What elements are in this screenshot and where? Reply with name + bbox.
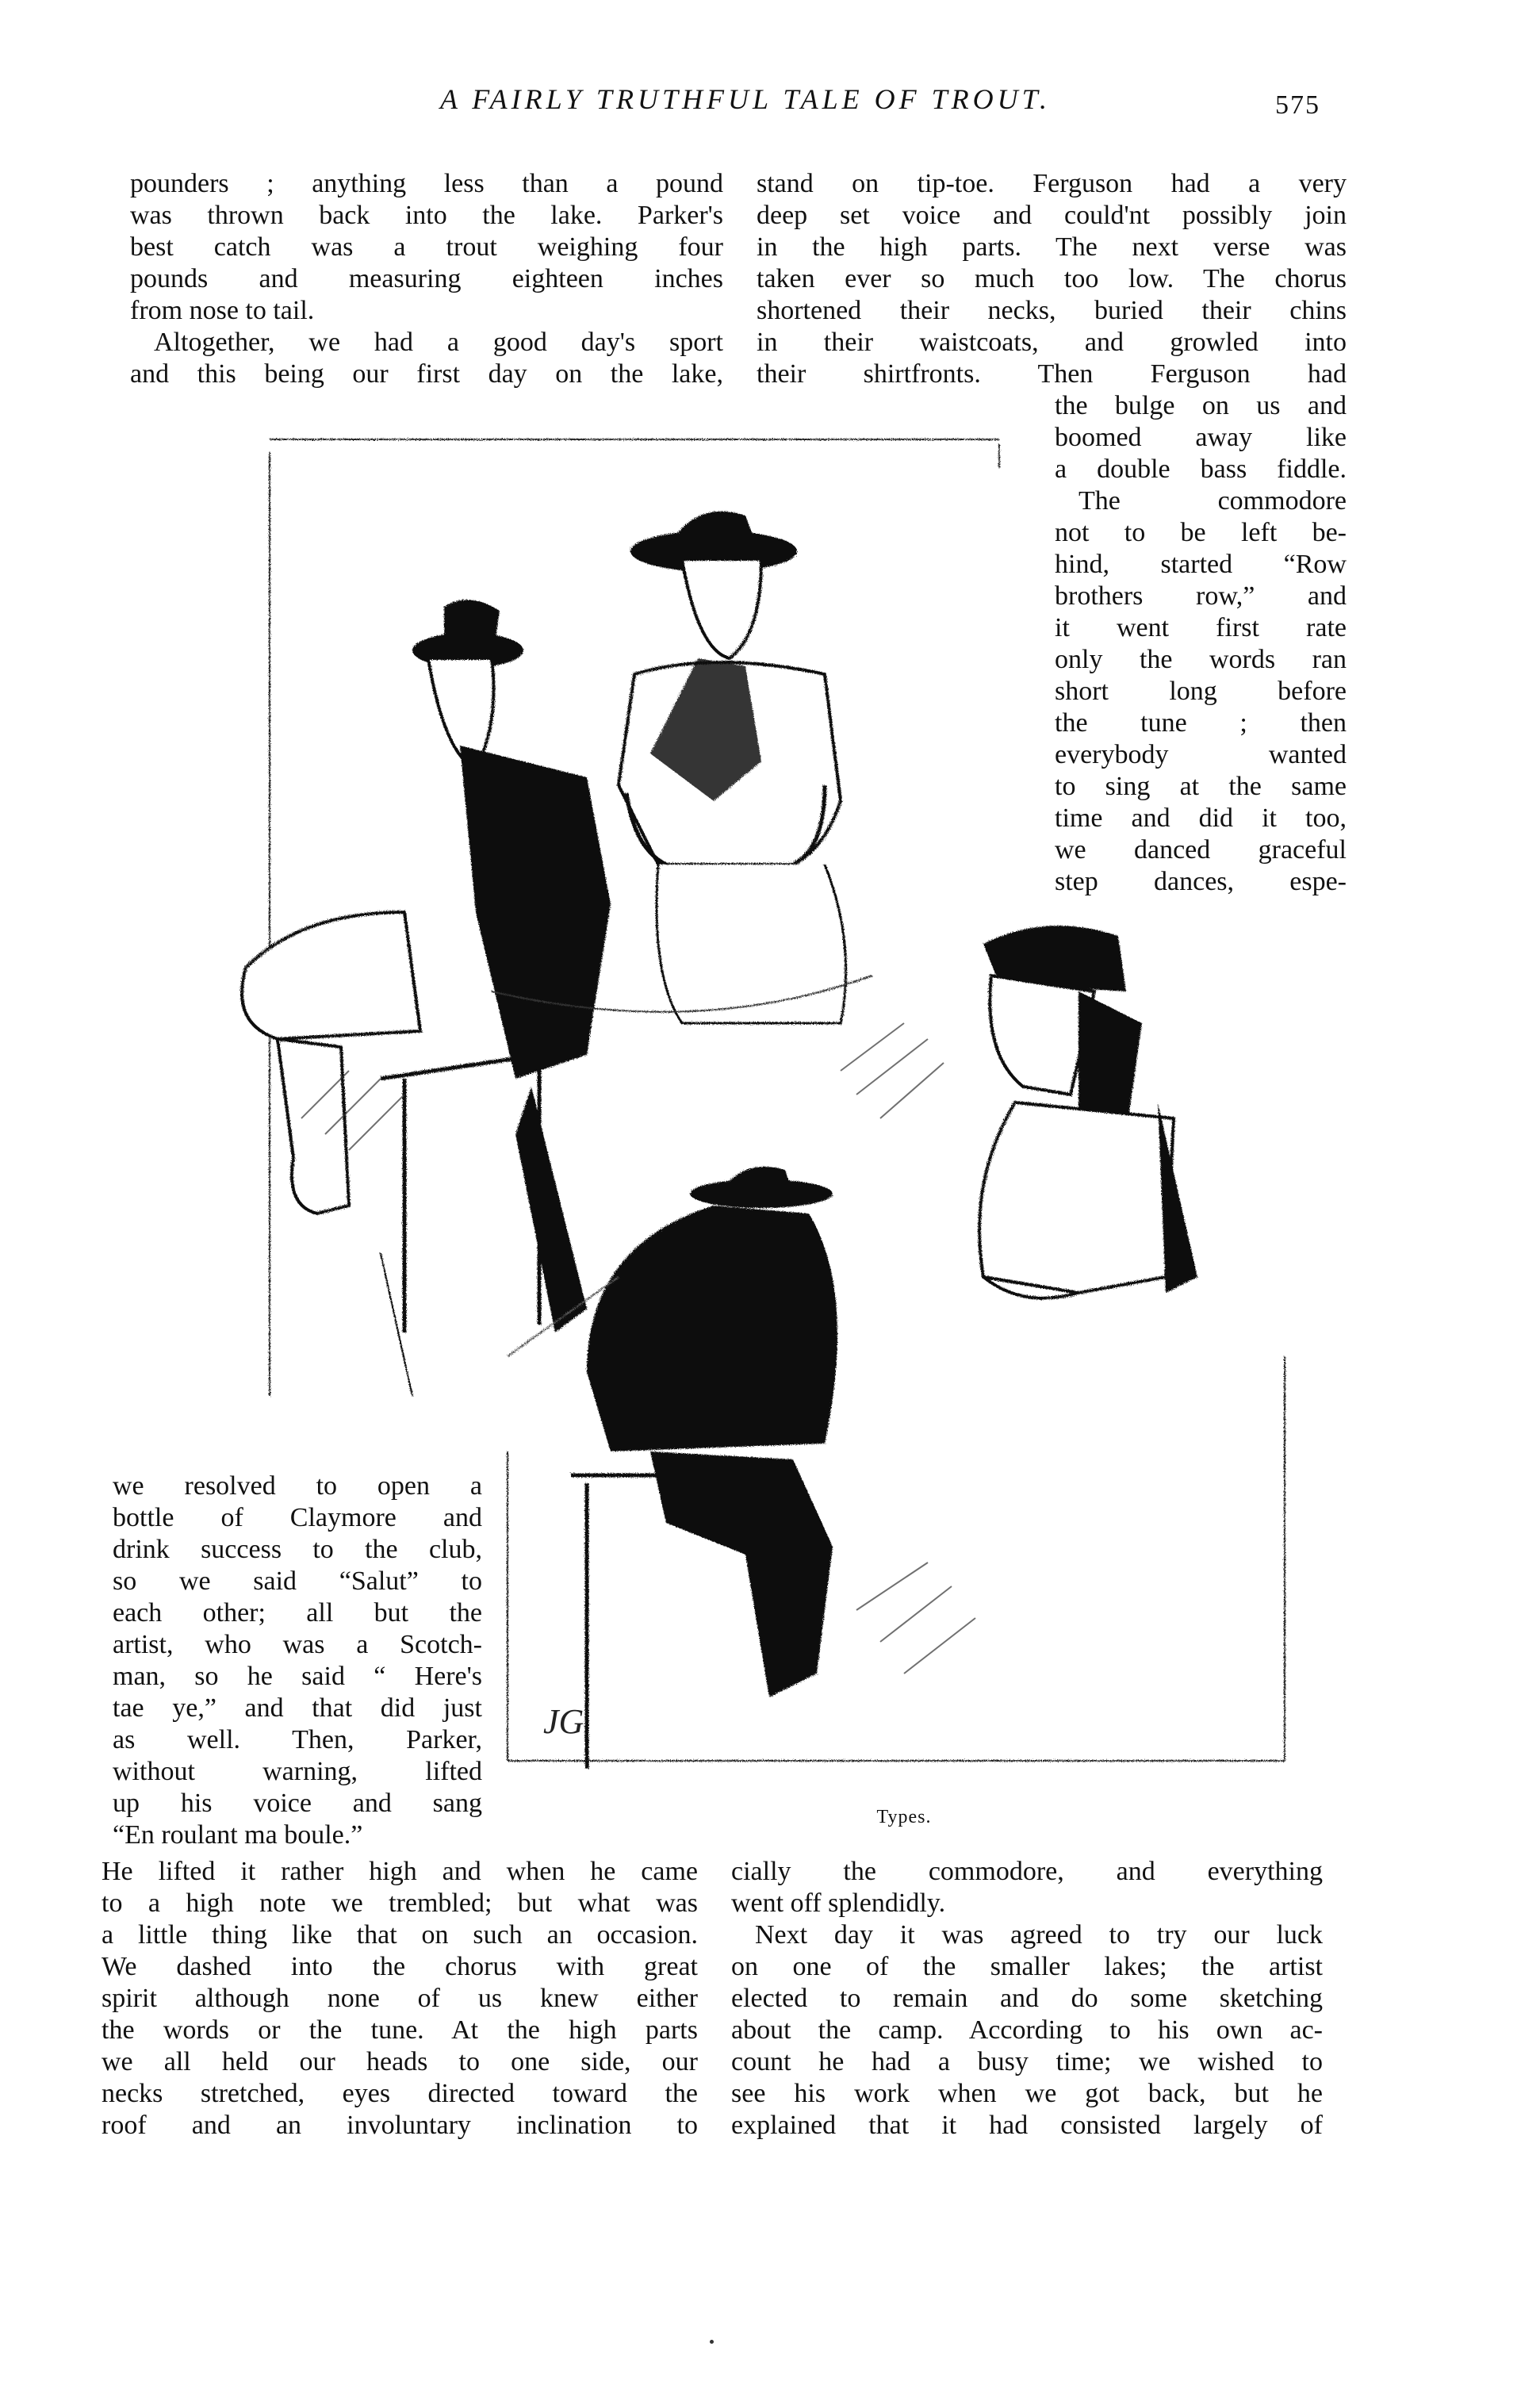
text-line: their shirtfronts. Then Ferguson had <box>757 359 1347 389</box>
text-line: bottle of Claymore and <box>113 1503 482 1532</box>
text-line: a double bass fiddle. <box>1055 454 1347 484</box>
text-line: spirit although none of us knew either <box>102 1984 698 2013</box>
text-line: each other; all but the <box>113 1598 482 1628</box>
paragraph <box>102 1856 698 2142</box>
text-line: on one of the smaller lakes; the artist <box>731 1952 1323 1981</box>
text-line: not to be left be- <box>1055 518 1347 547</box>
text-line: a little thing like that on such an occasion. <box>102 1920 698 1950</box>
text-line: cially the commodore, and everything <box>731 1857 1323 1886</box>
text-line: we danced graceful <box>1055 835 1347 865</box>
illustration-caption: Types. <box>876 1807 932 1827</box>
text-line: the tune ; then <box>1055 708 1347 738</box>
artist-signature: JG <box>543 1702 584 1741</box>
running-head <box>0 73 1521 128</box>
text-line: was thrown back into the lake. Parker's <box>130 201 723 230</box>
text-line: necks stretched, eyes directed toward the <box>102 2079 698 2108</box>
text-line: pounds and measuring eighteen inches <box>130 264 723 293</box>
text-line: brothers row,” and <box>1055 581 1347 611</box>
text-line: we resolved to open a <box>113 1471 482 1501</box>
text-line: and this being our first day on the lake, <box>130 359 723 389</box>
paragraph <box>731 1919 1323 2142</box>
text-line: artist, who was a Scotch- <box>113 1630 482 1659</box>
text-line: the words or the tune. At the high parts <box>102 2015 698 2045</box>
text-line: elected to remain and do some sketching <box>731 1984 1323 2013</box>
right-column-top <box>757 168 1347 390</box>
left-column-bottom <box>102 1856 698 2142</box>
text-line: pounders ; anything less than a pound <box>130 169 723 198</box>
text-line: as well. Then, Parker, <box>113 1725 482 1754</box>
text-line: without warning, lifted <box>113 1757 482 1786</box>
text-line: went off splendidly. <box>731 1888 946 1918</box>
text-line: in the high parts. The next verse was <box>757 232 1347 262</box>
text-line: in their waistcoats, and growled into <box>757 328 1347 357</box>
figure-bearded-man <box>979 926 1197 1298</box>
text-line: only the words ran <box>1055 645 1347 674</box>
text-line: boomed away like <box>1055 423 1347 452</box>
text-line: He lifted it rather high and when he came <box>102 1857 698 1886</box>
text-line: so we said “Salut” to <box>113 1566 482 1596</box>
text-line: to a high note we trembled; but what was <box>102 1888 698 1918</box>
text-line: from nose to tail. <box>130 296 315 325</box>
text-line: up his voice and sang <box>113 1789 482 1818</box>
page-number: 575 <box>1275 90 1320 120</box>
right-column-bottom <box>731 1856 1323 2142</box>
text-line: explained that it had consisted largely of <box>731 2111 1323 2140</box>
text-line: We dashed into the chorus with great <box>102 1952 698 1981</box>
text-line: The commodore <box>1078 486 1347 516</box>
text-line: roof and an involuntary inclination to <box>102 2111 698 2140</box>
text-line: man, so he said “ Here's <box>113 1662 482 1691</box>
figure-seated-smoker <box>242 600 611 1396</box>
paragraph <box>113 1470 482 1851</box>
text-line: drink success to the club, <box>113 1535 482 1564</box>
paragraph <box>130 168 723 327</box>
text-line: the bulge on us and <box>1055 391 1347 420</box>
text-line: it went first rate <box>1055 613 1347 642</box>
text-line: to sing at the same <box>1055 772 1347 801</box>
text-line: everybody wanted <box>1055 740 1347 769</box>
text-line: tae ye,” and that did just <box>113 1693 482 1723</box>
text-line: see his work when we got back, but he <box>731 2079 1323 2108</box>
text-line: step dances, espe- <box>1055 867 1347 896</box>
text-line: stand on tip-toe. Ferguson had a very <box>757 169 1347 198</box>
paragraph <box>130 327 723 390</box>
text-line: hind, started “Row <box>1055 550 1347 579</box>
footer-mark <box>710 2340 714 2344</box>
paragraph <box>757 168 1347 390</box>
text-line: we all held our heads to one side, our <box>102 2047 698 2076</box>
text-line: Altogether, we had a good day's sport <box>154 328 723 357</box>
text-line: short long before <box>1055 677 1347 706</box>
text-line: “En roulant ma boule.” <box>113 1820 363 1850</box>
left-column-top <box>130 168 723 390</box>
text-line: shortened their necks, buried their chins <box>757 296 1347 325</box>
left-column-middle <box>113 1470 482 1851</box>
text-line: count he had a busy time; we wished to <box>731 2047 1323 2076</box>
text-line: about the camp. According to his own ac- <box>731 2015 1323 2045</box>
paragraph <box>731 1856 1323 1919</box>
text-line: deep set voice and could'nt possibly join <box>757 201 1347 230</box>
running-title: A FAIRLY TRUTHFUL TALE OF TROUT. <box>439 83 1052 115</box>
text-line: time and did it too, <box>1055 803 1347 833</box>
text-line: taken ever so much too low. The chorus <box>757 264 1347 293</box>
text-line: Next day it was agreed to try our luck <box>755 1920 1323 1950</box>
text-line: best catch was a trout weighing four <box>130 232 723 262</box>
